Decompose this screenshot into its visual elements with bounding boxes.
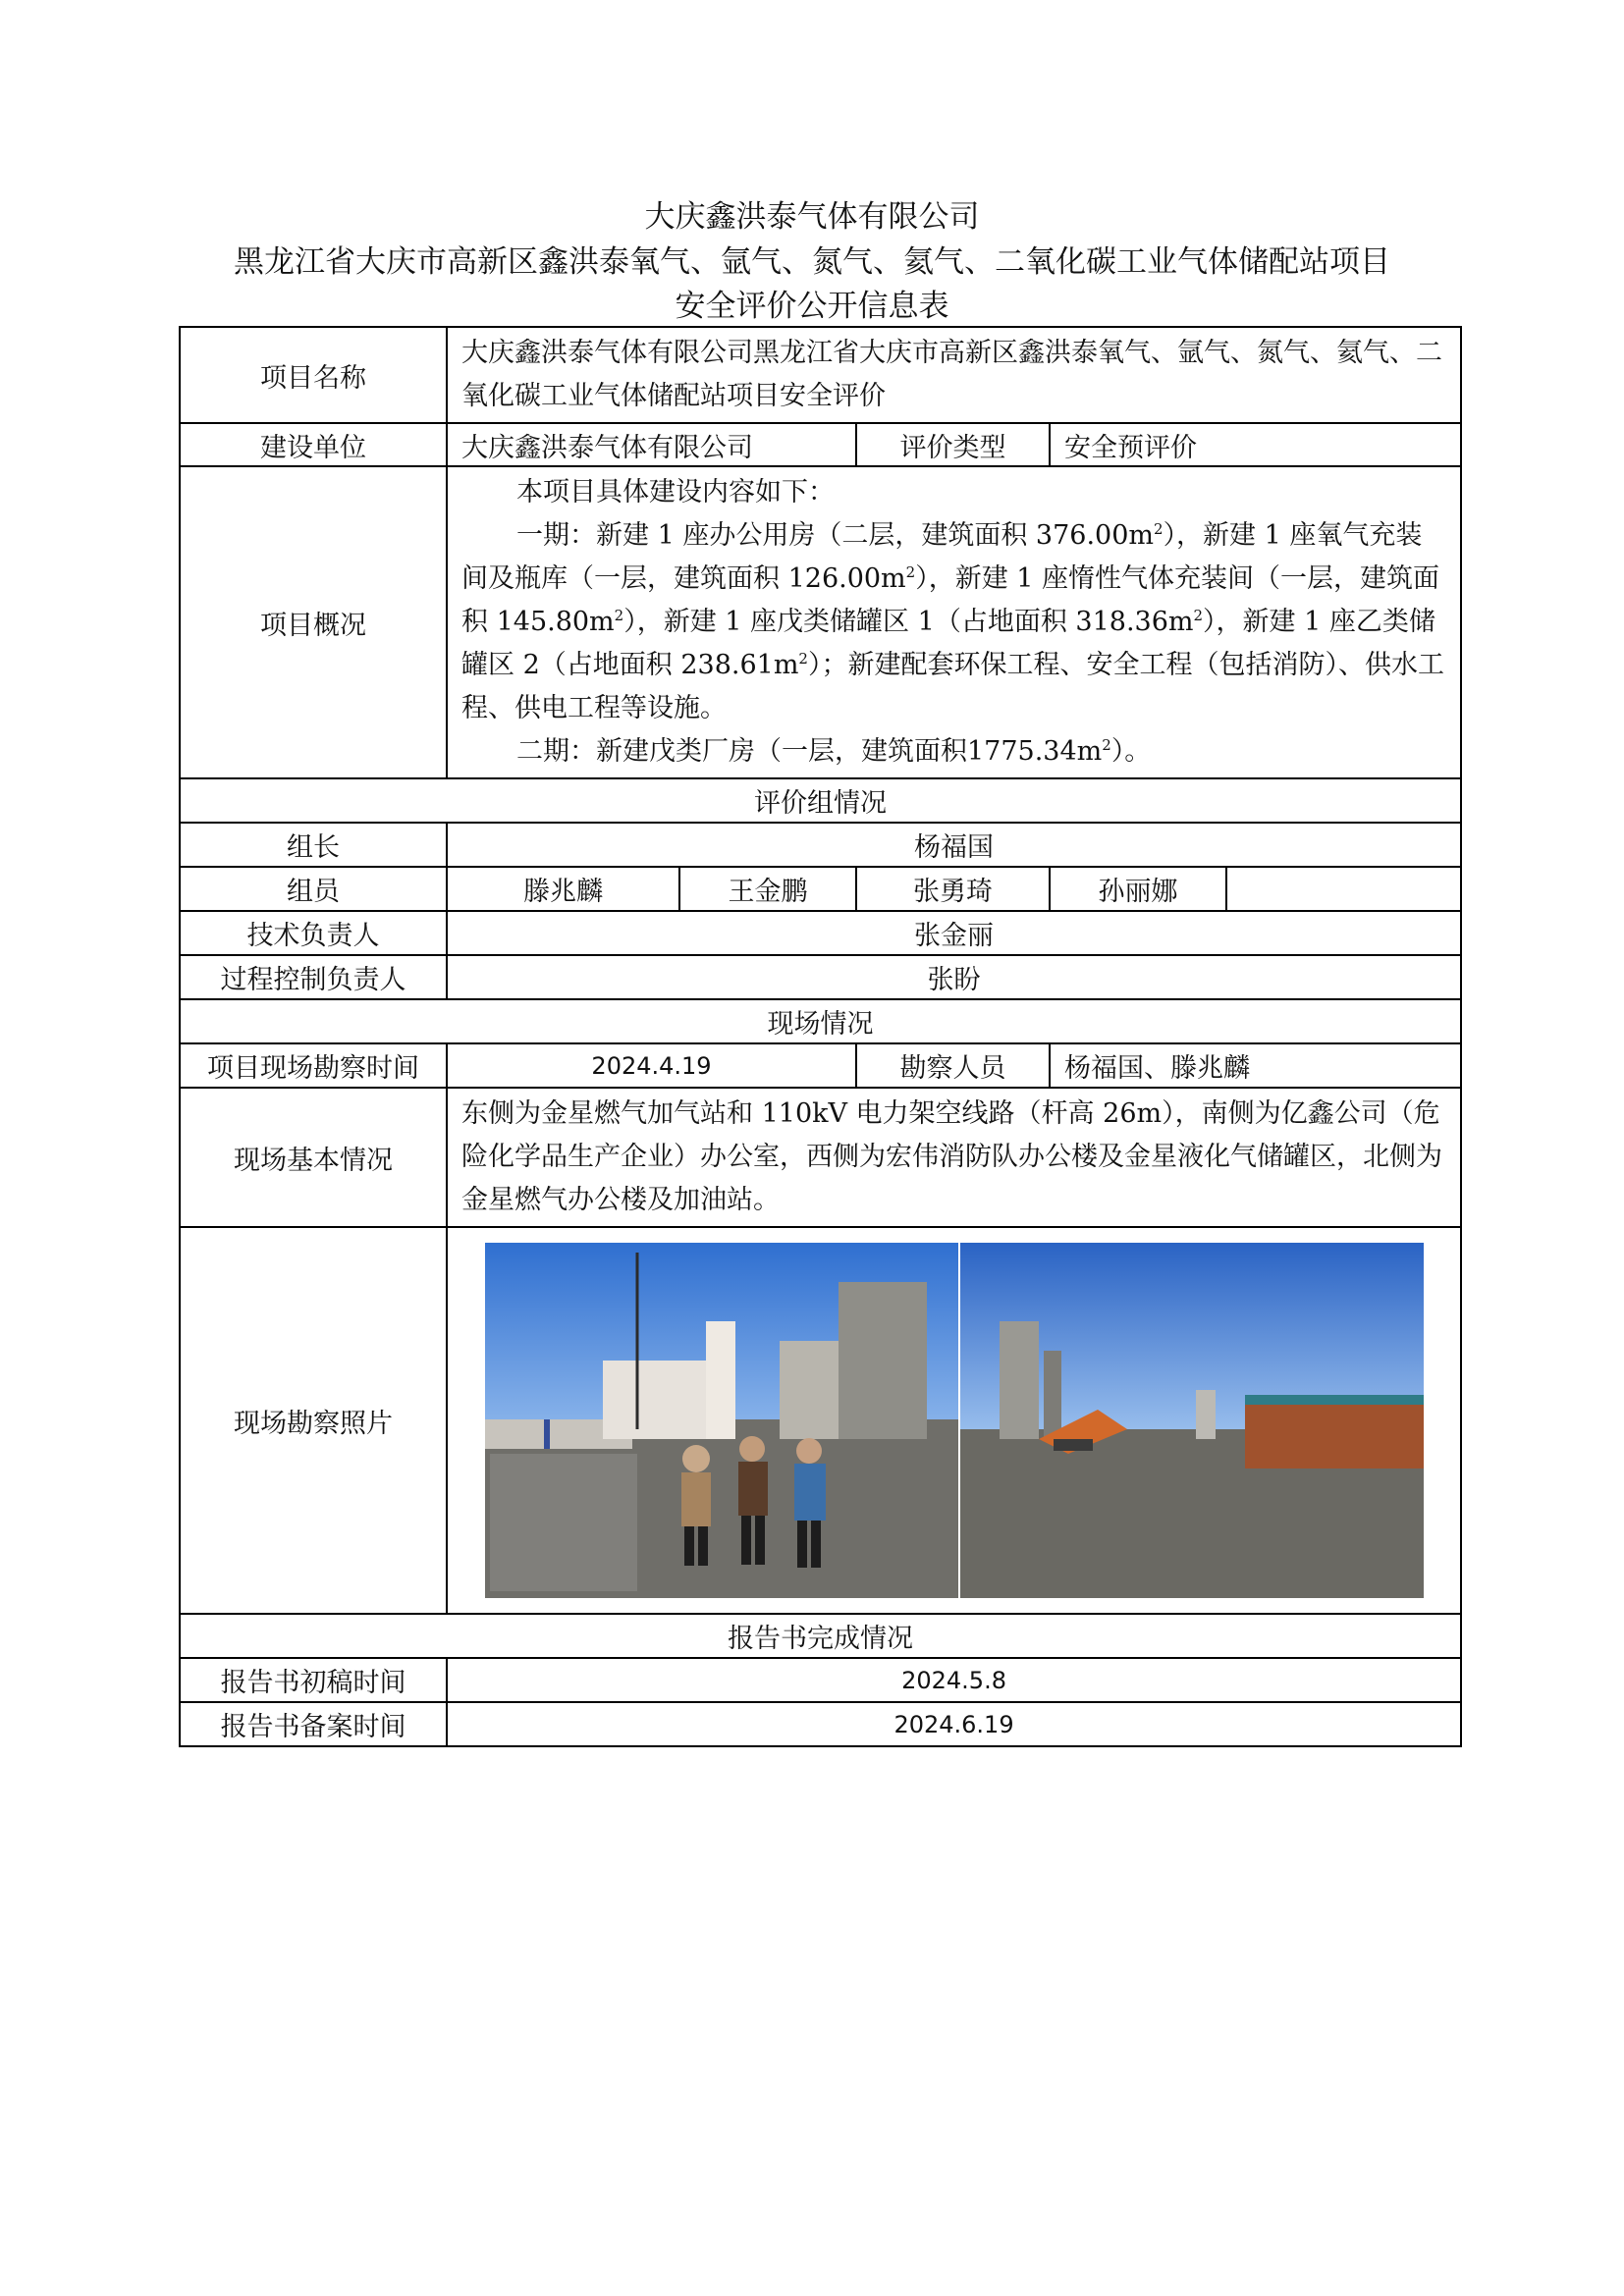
site-basic-value: 东侧为金星燃气加气站和 110kV 电力架空线路（杆高 26m），南侧为亿鑫公司（危险化学品生产企业）办公室，西侧为宏伟消防队办公楼及金星液化气储罐区，北侧为金星燃气办公楼及加油站。	[447, 1088, 1461, 1227]
site-photo-1-image	[485, 1243, 958, 1598]
row-builder	[180, 423, 1461, 466]
leader-label: 组长	[180, 823, 447, 867]
row-site-basic	[180, 1088, 1461, 1227]
builder-label: 建设单位	[180, 423, 447, 466]
process-lead-label: 过程控制负责人	[180, 955, 447, 999]
surveyors-label: 勘察人员	[856, 1043, 1050, 1088]
company-title: 大庆鑫洪泰气体有限公司	[644, 199, 980, 235]
member-2: 王金鹏	[679, 867, 856, 911]
member-5	[1226, 867, 1461, 911]
process-lead-value: 张盼	[447, 955, 1461, 999]
row-site-photos	[180, 1227, 1461, 1614]
row-process-lead	[180, 955, 1461, 999]
site-photo-1	[485, 1243, 958, 1598]
leader-value: 杨福国	[447, 823, 1461, 867]
draft-time-value: 2024.5.8	[447, 1658, 1461, 1702]
survey-time-label: 项目现场勘察时间	[180, 1043, 447, 1088]
site-header: 现场情况	[180, 999, 1461, 1043]
tech-lead-value: 张金丽	[447, 911, 1461, 955]
overview-intro: 本项目具体建设内容如下：	[516, 477, 835, 507]
row-leader	[180, 823, 1461, 867]
site-photo-label: 现场勘察照片	[180, 1227, 447, 1614]
row-members	[180, 867, 1461, 911]
builder-value: 大庆鑫洪泰气体有限公司	[447, 423, 856, 466]
row-filing-time	[180, 1702, 1461, 1746]
document-title: 安全评价公开信息表	[675, 289, 949, 324]
member-3: 张勇琦	[856, 867, 1050, 911]
project-title: 黑龙江省大庆市高新区鑫洪泰氧气、氩气、氮气、氦气、二氧化碳工业气体储配站项目	[234, 244, 1390, 280]
row-site-header	[180, 999, 1461, 1043]
overview-value	[447, 466, 1461, 778]
eval-type-label: 评价类型	[856, 423, 1050, 466]
member-1: 滕兆麟	[447, 867, 679, 911]
site-photo-2-image	[960, 1243, 1424, 1598]
site-basic-label: 现场基本情况	[180, 1088, 447, 1227]
row-draft-time	[180, 1658, 1461, 1702]
overview-label: 项目概况	[180, 466, 447, 778]
survey-time-value: 2024.4.19	[447, 1043, 856, 1088]
members-label: 组员	[180, 867, 447, 911]
row-tech-lead	[180, 911, 1461, 955]
filing-time-value: 2024.6.19	[447, 1702, 1461, 1746]
site-photos	[447, 1227, 1461, 1614]
info-table	[179, 326, 1462, 1747]
row-report-header	[180, 1614, 1461, 1658]
overview-phase1: 一期：新建 1 座办公用房（二层，建筑面积 $376.00m^2$），新建 1 座氧气充装间及瓶库（一层，建筑面积 $126.00m^2$），新建 1 座惰性气体充装间（一层，建筑面积 $145.80m^2$），新建 1 座戊类储罐区 1（占地面积 $318.36m^2$），新建 1 座乙类储罐区 2（占地面积 $238.61m^2$）；新建配套环保工程、安全工程（包括消防）、供水工程、供电工程等设施。	[461, 520, 1444, 723]
site-photo-2	[960, 1243, 1424, 1598]
tech-lead-label: 技术负责人	[180, 911, 447, 955]
row-project-name	[180, 327, 1461, 423]
row-eval-group-header	[180, 778, 1461, 823]
report-header: 报告书完成情况	[180, 1614, 1461, 1658]
row-survey-time	[180, 1043, 1461, 1088]
draft-time-label: 报告书初稿时间	[180, 1658, 447, 1702]
member-4: 孙丽娜	[1050, 867, 1226, 911]
row-overview	[180, 466, 1461, 778]
eval-type-value: 安全预评价	[1050, 423, 1461, 466]
project-name-label: 项目名称	[180, 327, 447, 423]
eval-group-header: 评价组情况	[180, 778, 1461, 823]
surveyors-value: 杨福国、滕兆麟	[1050, 1043, 1461, 1088]
project-name-value: 大庆鑫洪泰气体有限公司黑龙江省大庆市高新区鑫洪泰氧气、氩气、氮气、氦气、二氧化碳工业气体储配站项目安全评价	[447, 327, 1461, 423]
overview-phase2: 二期：新建戊类厂房（一层，建筑面积$1775.34m^2$）。	[516, 736, 1152, 767]
filing-time-label: 报告书备案时间	[180, 1702, 447, 1746]
